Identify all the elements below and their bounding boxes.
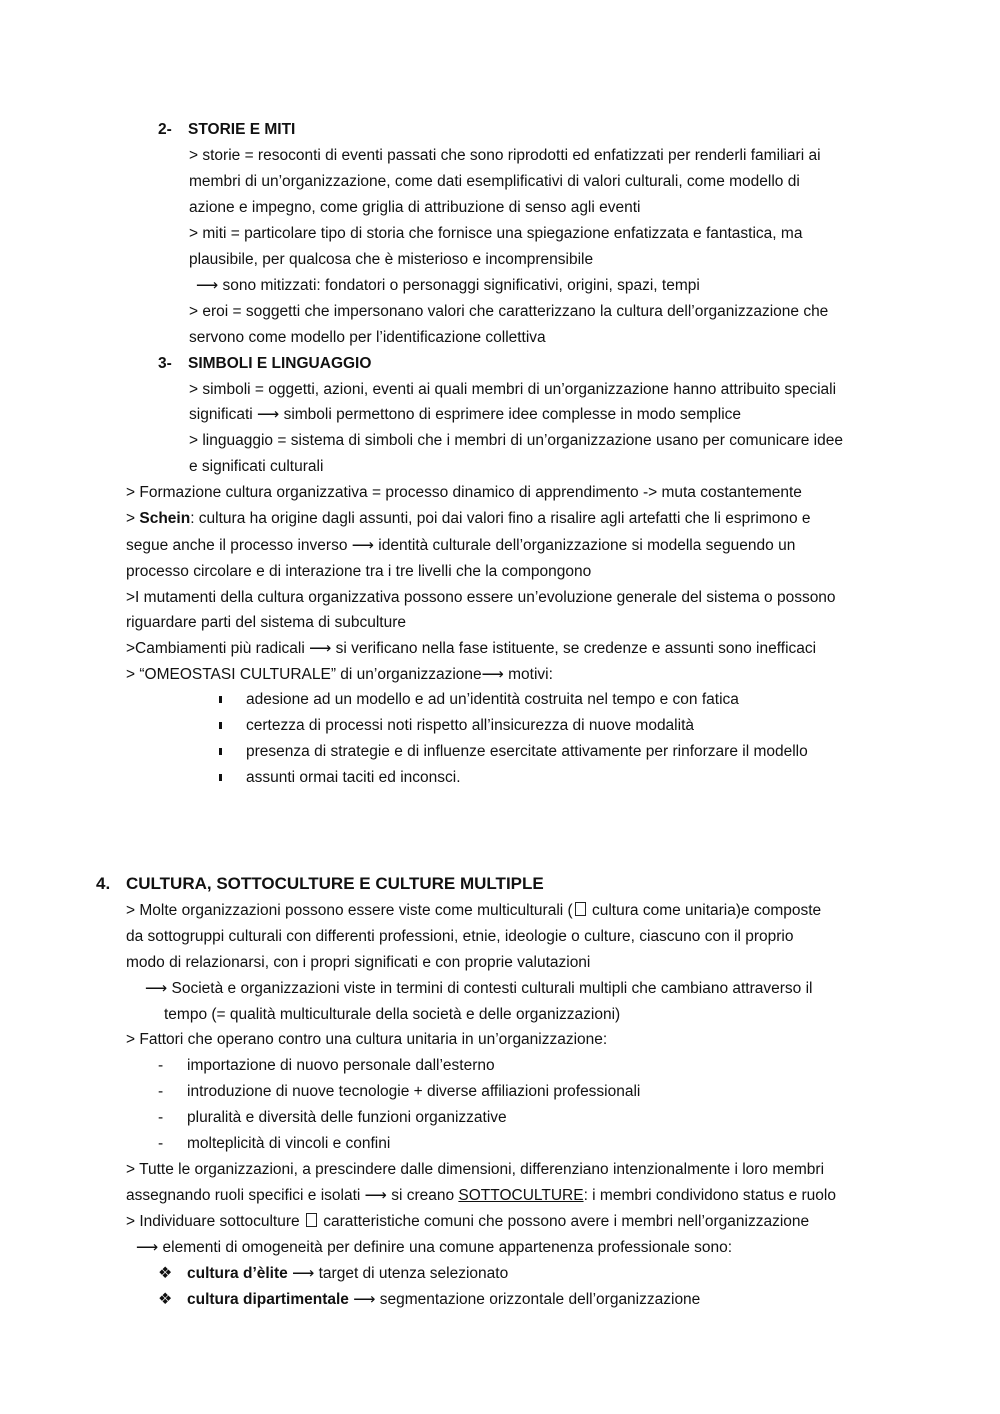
list-item: [219, 716, 222, 736]
dash-mark: -: [158, 1083, 164, 1100]
section-2-line-6: ⟶ sono mitizzati: fondatori o personaggi significativi, origini, spazi, tempi: [196, 277, 700, 294]
missing-glyph-icon: [306, 1213, 317, 1227]
schein-name: Schein: [139, 510, 191, 527]
bullet-text-4: assunti ormai taciti ed inconsci.: [246, 769, 461, 786]
para-line-4: processo circolare e di interazione tra i tre livelli che la compongono: [126, 563, 592, 580]
section-4-line-7: > Tutte le organizzazioni, a prescindere dalle dimensioni, differenziano intenzionalmente i loro membri: [126, 1161, 825, 1178]
section-4-line-6: > Fattori che operano contro una cultura unitaria in un’organizzazione:: [126, 1031, 608, 1048]
section-4-heading: [96, 873, 544, 895]
section-3-line-3: > linguaggio = sistema di simboli che i membri di un’organizzazione usano per comunicare idee: [189, 432, 843, 449]
list-item: [219, 742, 222, 762]
section-4-line-8-c: : i membri condividono status e ruolo: [583, 1187, 836, 1204]
section-4-line-4: ⟶ Società e organizzazioni viste in termini di contesti culturali multipli che cambiano attraverso il: [145, 980, 813, 997]
bullet-mark: [219, 748, 222, 755]
missing-glyph-icon: [575, 902, 586, 916]
dash-mark: -: [158, 1057, 164, 1074]
bullet-mark: [219, 696, 222, 703]
section-2-line-2: membri di un’organizzazione, come dati esemplificativi di valori culturali, come modello di: [189, 173, 800, 190]
para-line-7: >Cambiamenti più radicali ⟶ si verificano nella fase istituente, se credenze e assunti sono inefficaci: [126, 640, 817, 657]
section-4-number: 4.: [96, 874, 111, 893]
para-line-8: > “OMEOSTASI CULTURALE” di un’organizzazione⟶ motivi:: [126, 666, 553, 683]
bullet-text-3: presenza di strategie e di influenze esercitate attivamente per rinforzare il modello: [246, 743, 808, 760]
diamond-item-1: [187, 1264, 508, 1284]
section-2-line-3: azione e impegno, come griglia di attribuzione di senso agli eventi: [189, 199, 641, 216]
section-3-heading: [158, 354, 371, 374]
dash-mark: -: [158, 1135, 164, 1152]
bullet-mark: [219, 722, 222, 729]
dash-item-1: importazione di nuovo personale dall’esterno: [187, 1057, 495, 1074]
para-line-1: > Formazione cultura organizzativa = processo dinamico di apprendimento -> muta costantemente: [126, 484, 802, 501]
section-3-title: SIMBOLI E LINGUAGGIO: [188, 355, 372, 372]
section-4-line-3: modo di relazionarsi, con i propri significati e con proprie valutazioni: [126, 954, 591, 971]
section-4-line-8: [126, 1186, 836, 1206]
dash-item-3: pluralità e diversità delle funzioni organizzative: [187, 1109, 507, 1126]
section-3-line-2: significati ⟶ simboli permettono di esprimere idee complesse in modo semplice: [189, 406, 742, 423]
section-4-line-9: [126, 1212, 809, 1232]
section-2-line-5: plausibile, per qualcosa che è misterioso e incomprensibile: [189, 251, 594, 268]
section-3-number: 3-: [158, 355, 172, 372]
para-line-3: segue anche il processo inverso ⟶ identità culturale dell’organizzazione si modella seguendo un: [126, 537, 796, 554]
section-3-line-1: > simboli = oggetti, azioni, eventi ai quali membri di un’organizzazione hanno attribuito speciali: [189, 381, 837, 398]
diamond-bullet-icon: ❖: [158, 1265, 173, 1282]
sottoculture-term: SOTTOCULTURE: [458, 1187, 584, 1204]
section-4-title: CULTURA, SOTTOCULTURE E CULTURE MULTIPLE: [126, 874, 544, 893]
dash-mark: -: [158, 1109, 164, 1126]
section-2-line-7: > eroi = soggetti che impersonano valori che caratterizzano la cultura dell’organizzazione che: [189, 303, 829, 320]
section-4-line-9-b: caratteristiche comuni che possono avere i membri nell’organizzazione: [318, 1213, 810, 1230]
dash-item-4: molteplicità di vincoli e confini: [187, 1135, 391, 1152]
section-2-line-4: > miti = particolare tipo di storia che fornisce una spiegazione enfatizzata e fantastica, ma: [189, 225, 803, 242]
dash-item-2: introduzione di nuove tecnologie + diverse affiliazioni professionali: [187, 1083, 641, 1100]
section-4-line-9-a: > Individuare sottoculture: [126, 1213, 304, 1230]
section-2-line-1: > storie = resoconti di eventi passati che sono riprodotti ed enfatizzati per renderli familiari ai: [189, 147, 821, 164]
cultura-elite-term: cultura d’èlite: [187, 1265, 288, 1282]
para-line-2-prefix: >: [126, 510, 140, 527]
section-4-line-1-a: > Molte organizzazioni possono essere viste come multiculturali (: [126, 902, 573, 919]
section-3-line-4: e significati culturali: [189, 458, 324, 475]
diamond-item-1-rest: ⟶ target di utenza selezionato: [287, 1265, 509, 1282]
para-line-5: >I mutamenti della cultura organizzativa possono essere un’evoluzione generale del sistema o possono: [126, 589, 836, 606]
diamond-item-2-rest: ⟶ segmentazione orizzontale dell’organizzazione: [348, 1291, 701, 1308]
section-2-line-8: servono come modello per l’identificazione collettiva: [189, 329, 546, 346]
diamond-item-2: [187, 1290, 700, 1310]
section-2-title: STORIE E MITI: [188, 121, 296, 138]
bullet-mark: [219, 774, 222, 781]
cultura-dipartimentale-term: cultura dipartimentale: [187, 1291, 349, 1308]
section-4-line-2: da sottogruppi culturali con differenti professioni, etnie, ideologie o culture, ciascuno con il proprio: [126, 928, 794, 945]
section-4-line-1-b: cultura come unitaria)e composte: [587, 902, 822, 919]
para-line-2: [126, 509, 811, 529]
list-item: [219, 768, 222, 788]
para-line-6: riguardare parti del sistema di subculture: [126, 614, 406, 631]
list-item: [219, 690, 222, 710]
section-2-number: 2-: [158, 121, 172, 138]
bullet-text-1: adesione ad un modello e ad un’identità costruita nel tempo e con fatica: [246, 691, 739, 708]
para-line-2-rest: : cultura ha origine dagli assunti, poi dai valori fino a risalire agli artefatti che li esprimono e: [190, 510, 811, 527]
section-4-line-8-a: assegnando ruoli specifici e isolati ⟶ si creano: [126, 1187, 459, 1204]
section-2-heading: [158, 120, 295, 140]
section-4-line-10: ⟶ elementi di omogeneità per definire una comune appartenenza professionale sono:: [136, 1239, 733, 1256]
bullet-text-2: certezza di processi noti rispetto all’insicurezza di nuove modalità: [246, 717, 694, 734]
section-4-line-1: [126, 901, 821, 921]
diamond-bullet-icon: ❖: [158, 1291, 173, 1308]
section-4-line-5: tempo (= qualità multiculturale della società e delle organizzazioni): [164, 1006, 621, 1023]
